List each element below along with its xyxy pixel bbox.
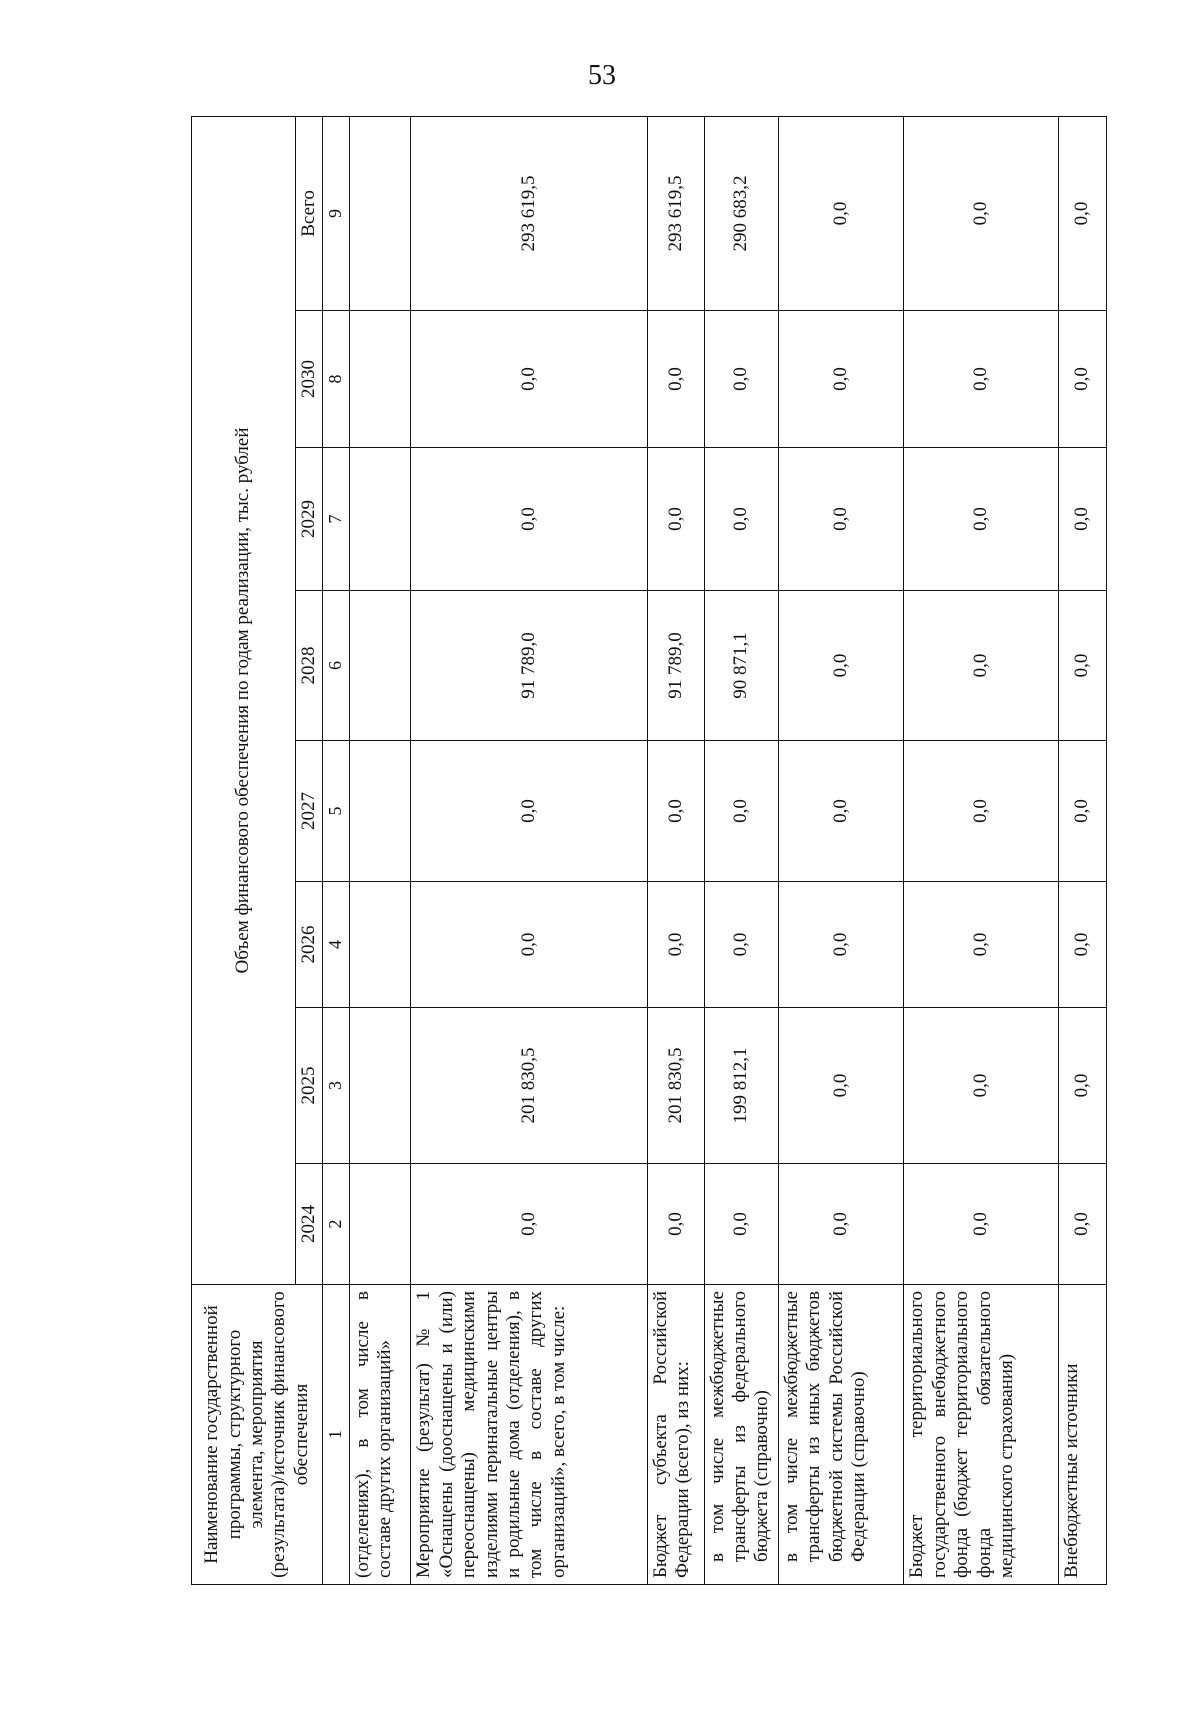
- cell-value: 0,0: [1058, 741, 1106, 882]
- table-row: [704, 116, 778, 1584]
- cell-value: 0,0: [778, 1164, 904, 1285]
- cell-value: 199 812,1: [704, 1008, 778, 1164]
- row-name: (отделениях), в том числе в составе других организаций»: [349, 1285, 411, 1585]
- cell-value: 0,0: [647, 882, 704, 1008]
- cell-value: 0,0: [778, 591, 904, 741]
- cell-value: 0,0: [647, 741, 704, 882]
- cell-value: 0,0: [904, 116, 1058, 310]
- cell-value: [349, 311, 411, 448]
- row-name: Внебюджетные источники: [1058, 1285, 1106, 1585]
- cell-value: 0,0: [778, 1008, 904, 1164]
- year-header: 2025: [296, 1008, 323, 1164]
- cell-value: 90 871,1: [704, 591, 778, 741]
- cell-value: [349, 448, 411, 591]
- cell-value: 293 619,5: [647, 116, 704, 310]
- table-row: [349, 116, 411, 1584]
- year-header: 2026: [296, 882, 323, 1008]
- cell-value: 0,0: [704, 448, 778, 591]
- cell-value: 0,0: [647, 1164, 704, 1285]
- cell-value: 0,0: [704, 311, 778, 448]
- total-header: Всего: [296, 116, 323, 310]
- row-name: в том числе межбюджетные трансферты из федерального бюджета (справочно): [704, 1285, 778, 1585]
- page-number: 53: [588, 60, 616, 91]
- column-number: 2: [323, 1164, 349, 1285]
- cell-value: [349, 1008, 411, 1164]
- table-row: [1058, 116, 1106, 1584]
- cell-value: 0,0: [411, 311, 648, 448]
- volume-header: Объем финансового обеспечения по годам реализации, тыс. рублей: [192, 116, 296, 1284]
- table-row: [647, 116, 704, 1584]
- cell-value: 0,0: [778, 448, 904, 591]
- table-row: [411, 116, 648, 1584]
- cell-value: 0,0: [778, 741, 904, 882]
- cell-value: 0,0: [904, 1008, 1058, 1164]
- cell-value: 0,0: [647, 311, 704, 448]
- cell-value: 91 789,0: [411, 591, 648, 741]
- cell-value: 0,0: [1058, 448, 1106, 591]
- cell-value: [349, 882, 411, 1008]
- cell-value: 0,0: [411, 882, 648, 1008]
- year-header: 2028: [296, 591, 323, 741]
- financing-table-rotated: [191, 117, 1107, 1585]
- cell-value: 0,0: [1058, 311, 1106, 448]
- cell-value: 201 830,5: [411, 1008, 648, 1164]
- cell-value: 0,0: [1058, 1008, 1106, 1164]
- cell-value: 0,0: [1058, 1164, 1106, 1285]
- cell-value: 0,0: [904, 448, 1058, 591]
- cell-value: [349, 116, 411, 310]
- cell-value: [349, 741, 411, 882]
- name-column-header: Наименование государственной программы, структурного элемента, мероприятия (результата)/источник финансового обеспечения: [192, 1285, 323, 1585]
- year-header: 2029: [296, 448, 323, 591]
- cell-value: [349, 1164, 411, 1285]
- cell-value: 201 830,5: [647, 1008, 704, 1164]
- cell-value: 0,0: [904, 882, 1058, 1008]
- table-row: [778, 116, 904, 1584]
- table-row: [904, 116, 1058, 1584]
- row-name: Бюджет территориального государственного внебюджетного фонда (бюджет территориального фонда обязательного медицинского страхования): [904, 1285, 1058, 1585]
- cell-value: 0,0: [1058, 116, 1106, 310]
- cell-value: 0,0: [904, 311, 1058, 448]
- column-numbers-row: [323, 116, 349, 1584]
- cell-value: 0,0: [1058, 882, 1106, 1008]
- cell-value: 290 683,2: [704, 116, 778, 310]
- cell-value: 0,0: [411, 741, 648, 882]
- cell-value: 0,0: [904, 741, 1058, 882]
- cell-value: 0,0: [778, 311, 904, 448]
- cell-value: 0,0: [704, 882, 778, 1008]
- row-name: Мероприятие (результат) № 1 «Оснащены (дооснащены и (или) переоснащены) медицинскими изделиями перинатальные центры и родильные дома (отделения), в том числе в составе других организаций», всего, в том числе:: [411, 1285, 648, 1585]
- column-number: 6: [323, 591, 349, 741]
- cell-value: 0,0: [411, 1164, 648, 1285]
- header-row-1: [192, 116, 296, 1584]
- row-name: Бюджет субъекта Российской Федерации (всего), из них:: [647, 1285, 704, 1585]
- cell-value: 0,0: [778, 882, 904, 1008]
- column-number: 7: [323, 448, 349, 591]
- column-number: 5: [323, 741, 349, 882]
- row-name: в том числе межбюджетные трансферты из иных бюджетов бюджетной системы Российской Федерации (справочно): [778, 1285, 904, 1585]
- cell-value: 91 789,0: [647, 591, 704, 741]
- cell-value: 0,0: [647, 448, 704, 591]
- year-header: 2024: [296, 1164, 323, 1285]
- year-header: 2027: [296, 741, 323, 882]
- cell-value: 0,0: [778, 116, 904, 310]
- column-number: 8: [323, 311, 349, 448]
- column-number: 3: [323, 1008, 349, 1164]
- column-number: 4: [323, 882, 349, 1008]
- cell-value: [349, 591, 411, 741]
- column-number: 1: [323, 1285, 349, 1585]
- column-number: 9: [323, 116, 349, 310]
- cell-value: 293 619,5: [411, 116, 648, 310]
- cell-value: 0,0: [704, 1164, 778, 1285]
- cell-value: 0,0: [704, 741, 778, 882]
- financing-table: [191, 116, 1107, 1585]
- cell-value: 0,0: [904, 1164, 1058, 1285]
- year-header: 2030: [296, 311, 323, 448]
- cell-value: 0,0: [411, 448, 648, 591]
- cell-value: 0,0: [904, 591, 1058, 741]
- cell-value: 0,0: [1058, 591, 1106, 741]
